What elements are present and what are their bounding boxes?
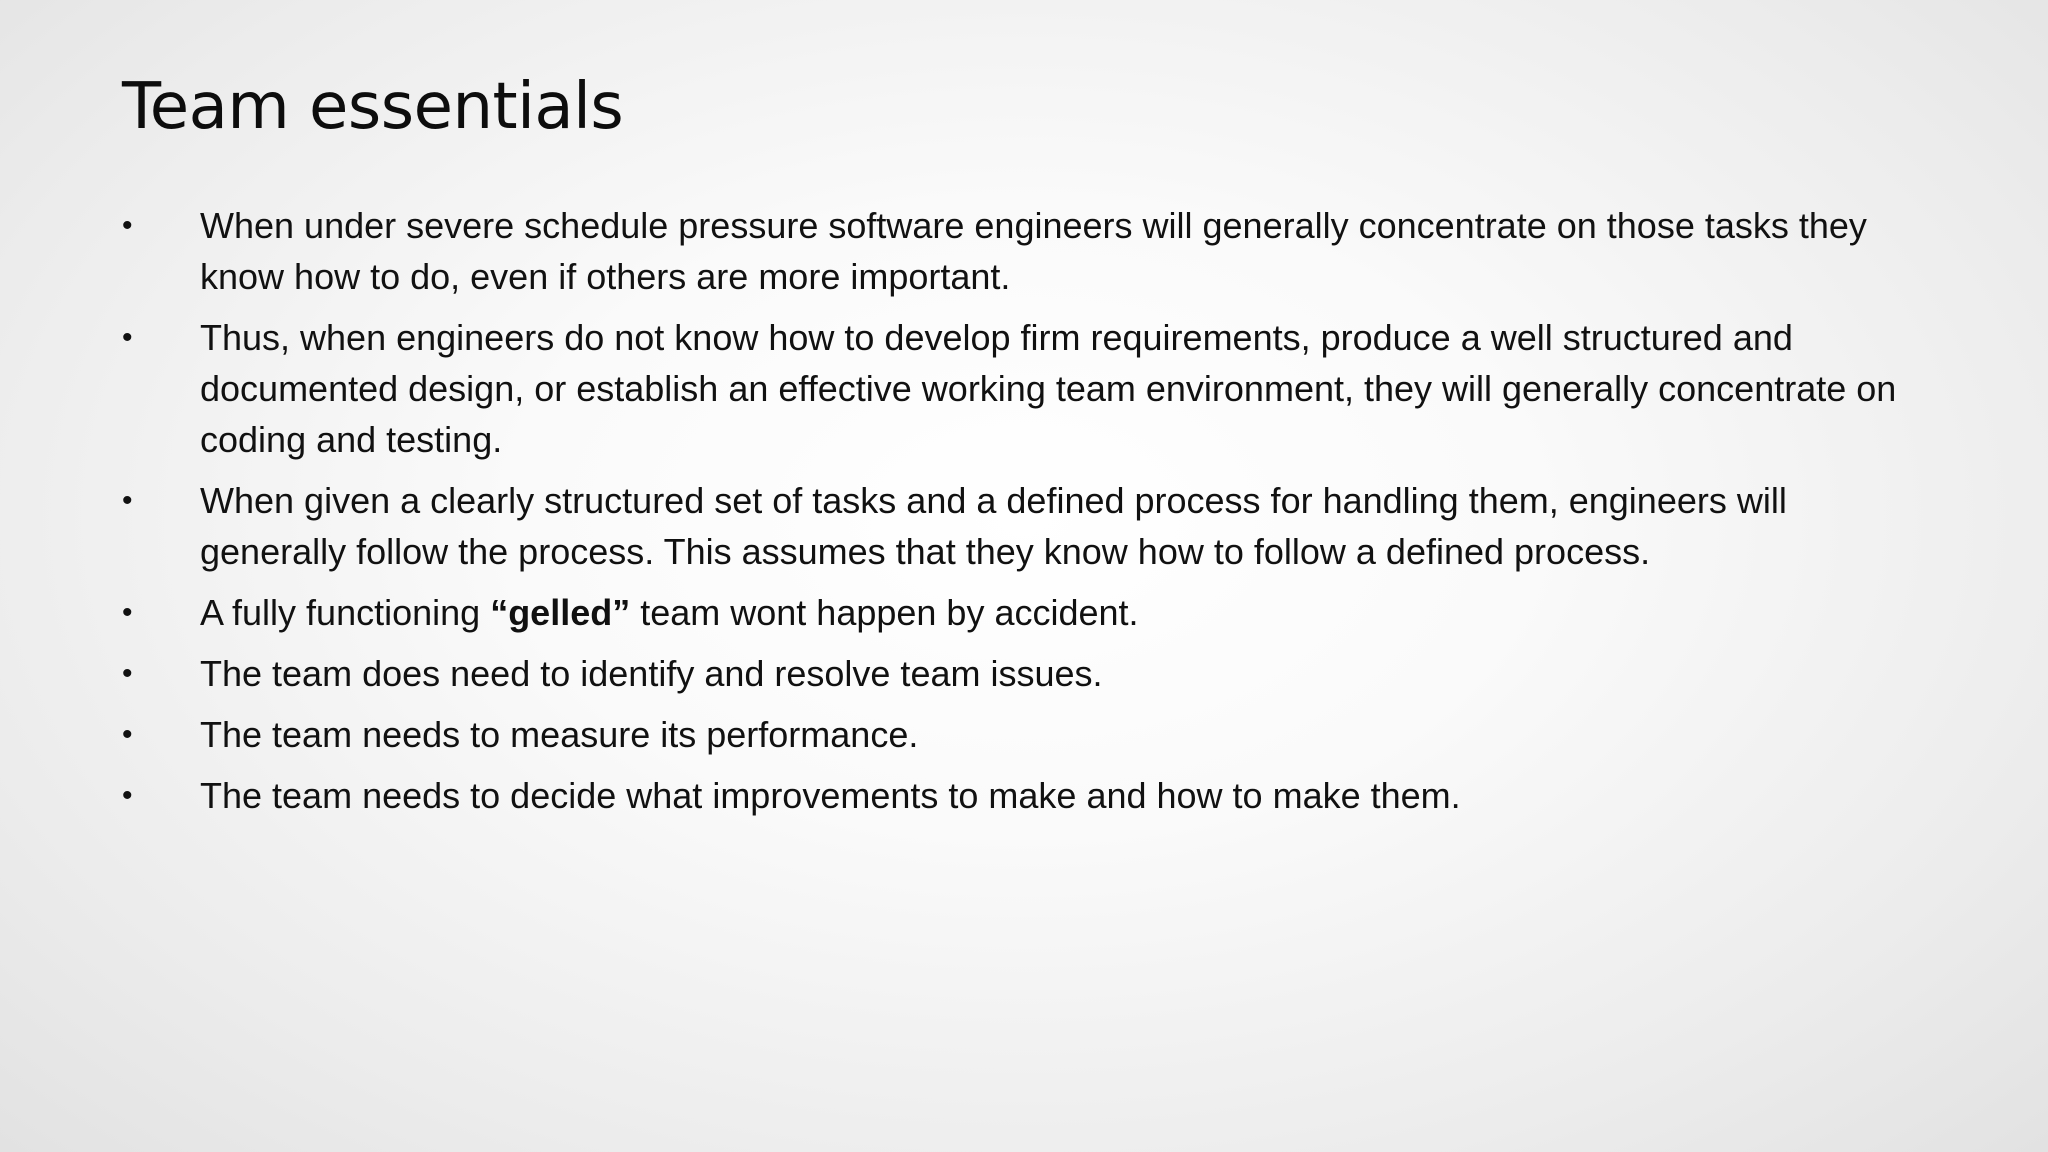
bullet-text: The team needs to decide what improvements to make and how to make them.: [200, 775, 1461, 816]
bullet-item: [122, 648, 1932, 699]
bullet-item: [122, 200, 1932, 302]
bullet-item: [122, 312, 1932, 465]
bullet-item: [122, 475, 1932, 577]
slide-title: Team essentials: [122, 70, 624, 144]
bullet-item: [122, 587, 1932, 638]
bullet-text-part: A fully functioning: [200, 592, 491, 633]
bullet-text: When under severe schedule pressure software engineers will generally concentrate on those tasks they know how to do, even if others are more important.: [200, 205, 1867, 297]
bullet-text: [200, 592, 1139, 633]
bullet-icon: •: [122, 779, 133, 812]
bullet-icon: •: [122, 718, 133, 751]
bullet-icon: •: [122, 484, 133, 517]
bullet-item: [122, 770, 1932, 821]
bullet-text: Thus, when engineers do not know how to develop firm requirements, produce a well structured and documented design, or establish an effective working team environment, they will generally concentrate on coding and testing.: [200, 317, 1897, 460]
bullet-text: When given a clearly structured set of tasks and a defined process for handling them, engineers will generally follow the process. This assumes that they know how to follow a defined process.: [200, 480, 1787, 572]
bullet-icon: •: [122, 321, 133, 354]
bullet-text: The team does need to identify and resolve team issues.: [200, 653, 1103, 694]
bullet-icon: •: [122, 209, 133, 242]
bullet-item: [122, 709, 1932, 760]
bullet-text: The team needs to measure its performance.: [200, 714, 919, 755]
bold-term: “gelled”: [490, 592, 631, 633]
bullet-icon: •: [122, 657, 133, 690]
bullet-list: [122, 200, 1932, 831]
bullet-text-part: team wont happen by accident.: [630, 592, 1139, 633]
bullet-icon: •: [122, 596, 133, 629]
